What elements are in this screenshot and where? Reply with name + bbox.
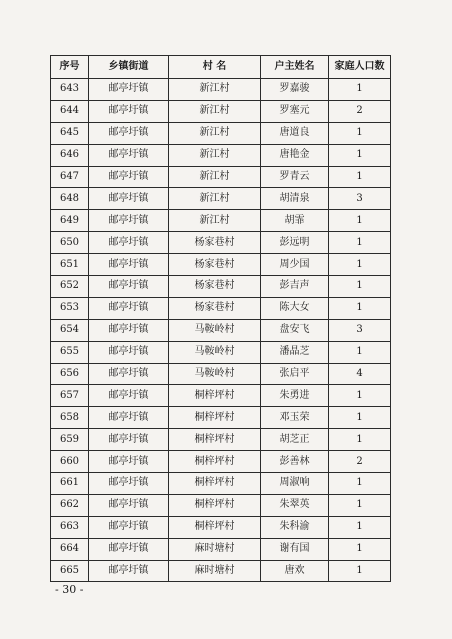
serial-number-cell: 645 [51, 122, 89, 144]
serial-number-cell: 649 [51, 210, 89, 232]
table-row [51, 407, 391, 429]
household-size-cell: 1 [329, 232, 391, 254]
table-row [51, 560, 391, 582]
serial-number-cell: 648 [51, 188, 89, 210]
household-size-cell: 2 [329, 100, 391, 122]
serial-number-cell: 643 [51, 79, 89, 101]
household-size-cell: 3 [329, 319, 391, 341]
town-cell: 邮亭圩镇 [89, 538, 169, 560]
serial-number-cell: 653 [51, 297, 89, 319]
town-cell: 邮亭圩镇 [89, 188, 169, 210]
village-cell: 麻时塘村 [169, 560, 261, 582]
village-cell: 杨家巷村 [169, 232, 261, 254]
table-row [51, 100, 391, 122]
serial-number-cell: 647 [51, 166, 89, 188]
householder-name-cell: 唐道良 [261, 122, 329, 144]
town-cell: 邮亭圩镇 [89, 100, 169, 122]
page-number: - 30 - [55, 583, 84, 596]
town-cell: 邮亭圩镇 [89, 210, 169, 232]
village-cell: 杨家巷村 [169, 254, 261, 276]
header-village: 村 名 [169, 56, 261, 79]
household-size-cell: 1 [329, 407, 391, 429]
town-cell: 邮亭圩镇 [89, 494, 169, 516]
table-body [51, 79, 391, 582]
householder-name-cell: 彭远明 [261, 232, 329, 254]
table-row [51, 516, 391, 538]
serial-number-cell: 659 [51, 429, 89, 451]
household-size-cell: 1 [329, 385, 391, 407]
householder-name-cell: 周淑响 [261, 473, 329, 495]
householder-name-cell: 唐艳金 [261, 144, 329, 166]
household-size-cell: 1 [329, 210, 391, 232]
table-row [51, 363, 391, 385]
town-cell: 邮亭圩镇 [89, 429, 169, 451]
serial-number-cell: 652 [51, 276, 89, 298]
householder-name-cell: 罗塞元 [261, 100, 329, 122]
header-serial-number: 序号 [51, 56, 89, 79]
town-cell: 邮亭圩镇 [89, 276, 169, 298]
household-size-cell: 1 [329, 276, 391, 298]
town-cell: 邮亭圩镇 [89, 144, 169, 166]
household-size-cell: 1 [329, 144, 391, 166]
householder-name-cell: 胡芝正 [261, 429, 329, 451]
town-cell: 邮亭圩镇 [89, 166, 169, 188]
village-cell: 桐梓坪村 [169, 451, 261, 473]
household-size-cell: 1 [329, 341, 391, 363]
household-size-cell: 1 [329, 297, 391, 319]
town-cell: 邮亭圩镇 [89, 297, 169, 319]
household-size-cell: 3 [329, 188, 391, 210]
serial-number-cell: 651 [51, 254, 89, 276]
village-cell: 桐梓坪村 [169, 407, 261, 429]
town-cell: 邮亭圩镇 [89, 254, 169, 276]
serial-number-cell: 657 [51, 385, 89, 407]
village-cell: 新江村 [169, 100, 261, 122]
village-cell: 杨家巷村 [169, 276, 261, 298]
serial-number-cell: 663 [51, 516, 89, 538]
table-row [51, 79, 391, 101]
town-cell: 邮亭圩镇 [89, 473, 169, 495]
table-row [51, 341, 391, 363]
village-cell: 新江村 [169, 144, 261, 166]
town-cell: 邮亭圩镇 [89, 122, 169, 144]
household-size-cell: 1 [329, 79, 391, 101]
table-row [51, 122, 391, 144]
householder-name-cell: 潘晶芝 [261, 341, 329, 363]
householder-name-cell: 罗嘉骏 [261, 79, 329, 101]
header-householder-name: 户主姓名 [261, 56, 329, 79]
householder-name-cell: 朱翠英 [261, 494, 329, 516]
table-row [51, 494, 391, 516]
table-row [51, 538, 391, 560]
table-row [51, 188, 391, 210]
householder-name-cell: 盘安飞 [261, 319, 329, 341]
table-row [51, 319, 391, 341]
town-cell: 邮亭圩镇 [89, 516, 169, 538]
householder-name-cell: 罗青云 [261, 166, 329, 188]
household-size-cell: 1 [329, 494, 391, 516]
village-cell: 马鞍岭村 [169, 319, 261, 341]
village-cell: 桐梓坪村 [169, 429, 261, 451]
household-table [50, 55, 391, 582]
village-cell: 桐梓坪村 [169, 385, 261, 407]
serial-number-cell: 662 [51, 494, 89, 516]
table-row [51, 144, 391, 166]
household-size-cell: 1 [329, 429, 391, 451]
serial-number-cell: 650 [51, 232, 89, 254]
householder-name-cell: 朱勇进 [261, 385, 329, 407]
householder-name-cell: 周少国 [261, 254, 329, 276]
town-cell: 邮亭圩镇 [89, 560, 169, 582]
serial-number-cell: 658 [51, 407, 89, 429]
village-cell: 新江村 [169, 122, 261, 144]
householder-name-cell: 彭善林 [261, 451, 329, 473]
town-cell: 邮亭圩镇 [89, 232, 169, 254]
village-cell: 新江村 [169, 188, 261, 210]
household-size-cell: 1 [329, 560, 391, 582]
table-row [51, 166, 391, 188]
village-cell: 桐梓坪村 [169, 516, 261, 538]
table-row [51, 254, 391, 276]
serial-number-cell: 656 [51, 363, 89, 385]
serial-number-cell: 646 [51, 144, 89, 166]
serial-number-cell: 655 [51, 341, 89, 363]
town-cell: 邮亭圩镇 [89, 407, 169, 429]
serial-number-cell: 661 [51, 473, 89, 495]
household-size-cell: 1 [329, 538, 391, 560]
table-row [51, 429, 391, 451]
village-cell: 马鞍岭村 [169, 363, 261, 385]
village-cell: 桐梓坪村 [169, 494, 261, 516]
table-row [51, 451, 391, 473]
village-cell: 麻时塘村 [169, 538, 261, 560]
householder-name-cell: 陈大女 [261, 297, 329, 319]
town-cell: 邮亭圩镇 [89, 79, 169, 101]
table-row [51, 385, 391, 407]
householder-name-cell: 朱科渝 [261, 516, 329, 538]
serial-number-cell: 654 [51, 319, 89, 341]
village-cell: 新江村 [169, 166, 261, 188]
table-row [51, 232, 391, 254]
village-cell: 新江村 [169, 210, 261, 232]
householder-name-cell: 胡清泉 [261, 188, 329, 210]
household-size-cell: 1 [329, 166, 391, 188]
village-cell: 新江村 [169, 79, 261, 101]
household-size-cell: 4 [329, 363, 391, 385]
village-cell: 桐梓坪村 [169, 473, 261, 495]
household-size-cell: 1 [329, 122, 391, 144]
serial-number-cell: 665 [51, 560, 89, 582]
village-cell: 马鞍岭村 [169, 341, 261, 363]
village-cell: 杨家巷村 [169, 297, 261, 319]
table-row [51, 210, 391, 232]
town-cell: 邮亭圩镇 [89, 319, 169, 341]
household-size-cell: 2 [329, 451, 391, 473]
serial-number-cell: 644 [51, 100, 89, 122]
serial-number-cell: 664 [51, 538, 89, 560]
table-row [51, 473, 391, 495]
town-cell: 邮亭圩镇 [89, 451, 169, 473]
town-cell: 邮亭圩镇 [89, 385, 169, 407]
header-town: 乡镇街道 [89, 56, 169, 79]
table-row [51, 297, 391, 319]
header-row [51, 56, 391, 79]
householder-name-cell: 胡霏 [261, 210, 329, 232]
householder-name-cell: 唐欢 [261, 560, 329, 582]
householder-name-cell: 张启平 [261, 363, 329, 385]
householder-name-cell: 彭吉声 [261, 276, 329, 298]
table-header [51, 56, 391, 79]
town-cell: 邮亭圩镇 [89, 363, 169, 385]
table-row [51, 276, 391, 298]
household-size-cell: 1 [329, 473, 391, 495]
household-size-cell: 1 [329, 254, 391, 276]
householder-name-cell: 谢有国 [261, 538, 329, 560]
serial-number-cell: 660 [51, 451, 89, 473]
householder-name-cell: 邓玉荣 [261, 407, 329, 429]
header-household-size: 家庭人口数 [329, 56, 391, 79]
town-cell: 邮亭圩镇 [89, 341, 169, 363]
household-size-cell: 1 [329, 516, 391, 538]
